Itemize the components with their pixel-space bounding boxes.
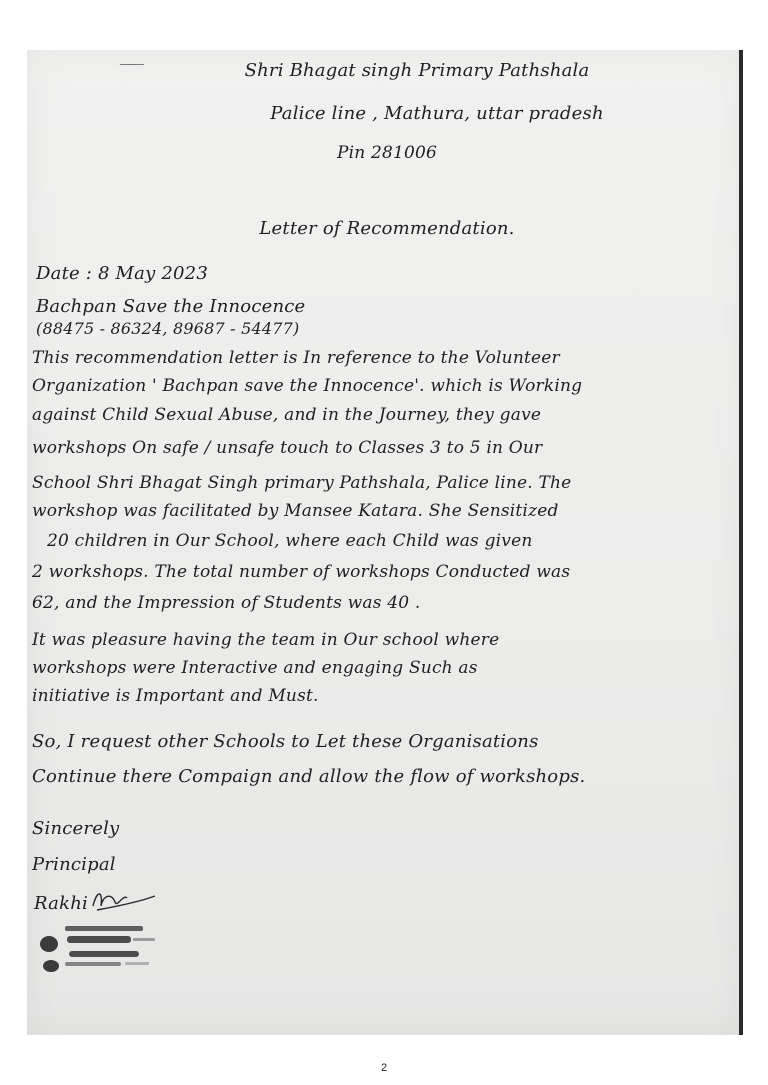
body-line: against Child Sexual Abuse, and in the Journey, they gave	[32, 405, 542, 425]
official-stamp	[35, 906, 165, 976]
body-line: 20 children in Our School, where each Child was given	[47, 531, 533, 551]
recipient-phones: (88475 - 86324, 89687 - 54477)	[36, 319, 300, 338]
body-line: 2 workshops. The total number of workshops Conducted was	[32, 562, 571, 582]
body-line: workshops were Interactive and engaging Such as	[32, 658, 478, 678]
page-number: 2	[380, 1062, 388, 1074]
body-line: Continue there Compaign and allow the flow of workshops.	[32, 766, 586, 787]
body-line: workshops On safe / unsafe touch to Classes 3 to 5 in Our	[32, 438, 543, 458]
letter-title: Letter of Recommendation.	[259, 218, 515, 239]
scan-edge	[739, 50, 743, 1035]
scanned-letter-page	[27, 50, 743, 1035]
school-name: Shri Bhagat singh Primary Pathshala	[244, 60, 590, 81]
closing: Sincerely	[32, 818, 120, 839]
school-address: Palice line , Mathura, uttar pradesh	[270, 103, 604, 124]
body-line: So, I request other Schools to Let these Organisations	[32, 731, 539, 752]
body-line: Organization ' Bachpan save the Innocence'. which is Working	[32, 376, 583, 396]
body-line: initiative is Important and Must.	[32, 686, 319, 706]
signature-name: Rakhi	[34, 893, 88, 914]
designation: Principal	[32, 854, 116, 875]
body-line: This recommendation letter is In reference to the Volunteer	[32, 348, 560, 368]
recipient-name: Bachpan Save the Innocence	[36, 296, 306, 317]
school-pin: Pin 281006	[336, 143, 438, 163]
body-line: School Shri Bhagat Singh primary Pathshala, Palice line. The	[32, 473, 572, 493]
body-line: 62, and the Impression of Students was 40 .	[32, 593, 421, 613]
body-line: workshop was facilitated by Mansee Katara. She Sensitized	[32, 501, 559, 521]
body-line: It was pleasure having the team in Our school where	[32, 630, 500, 650]
paper-fold-mark	[110, 50, 145, 65]
letter-date: Date : 8 May 2023	[36, 263, 208, 284]
